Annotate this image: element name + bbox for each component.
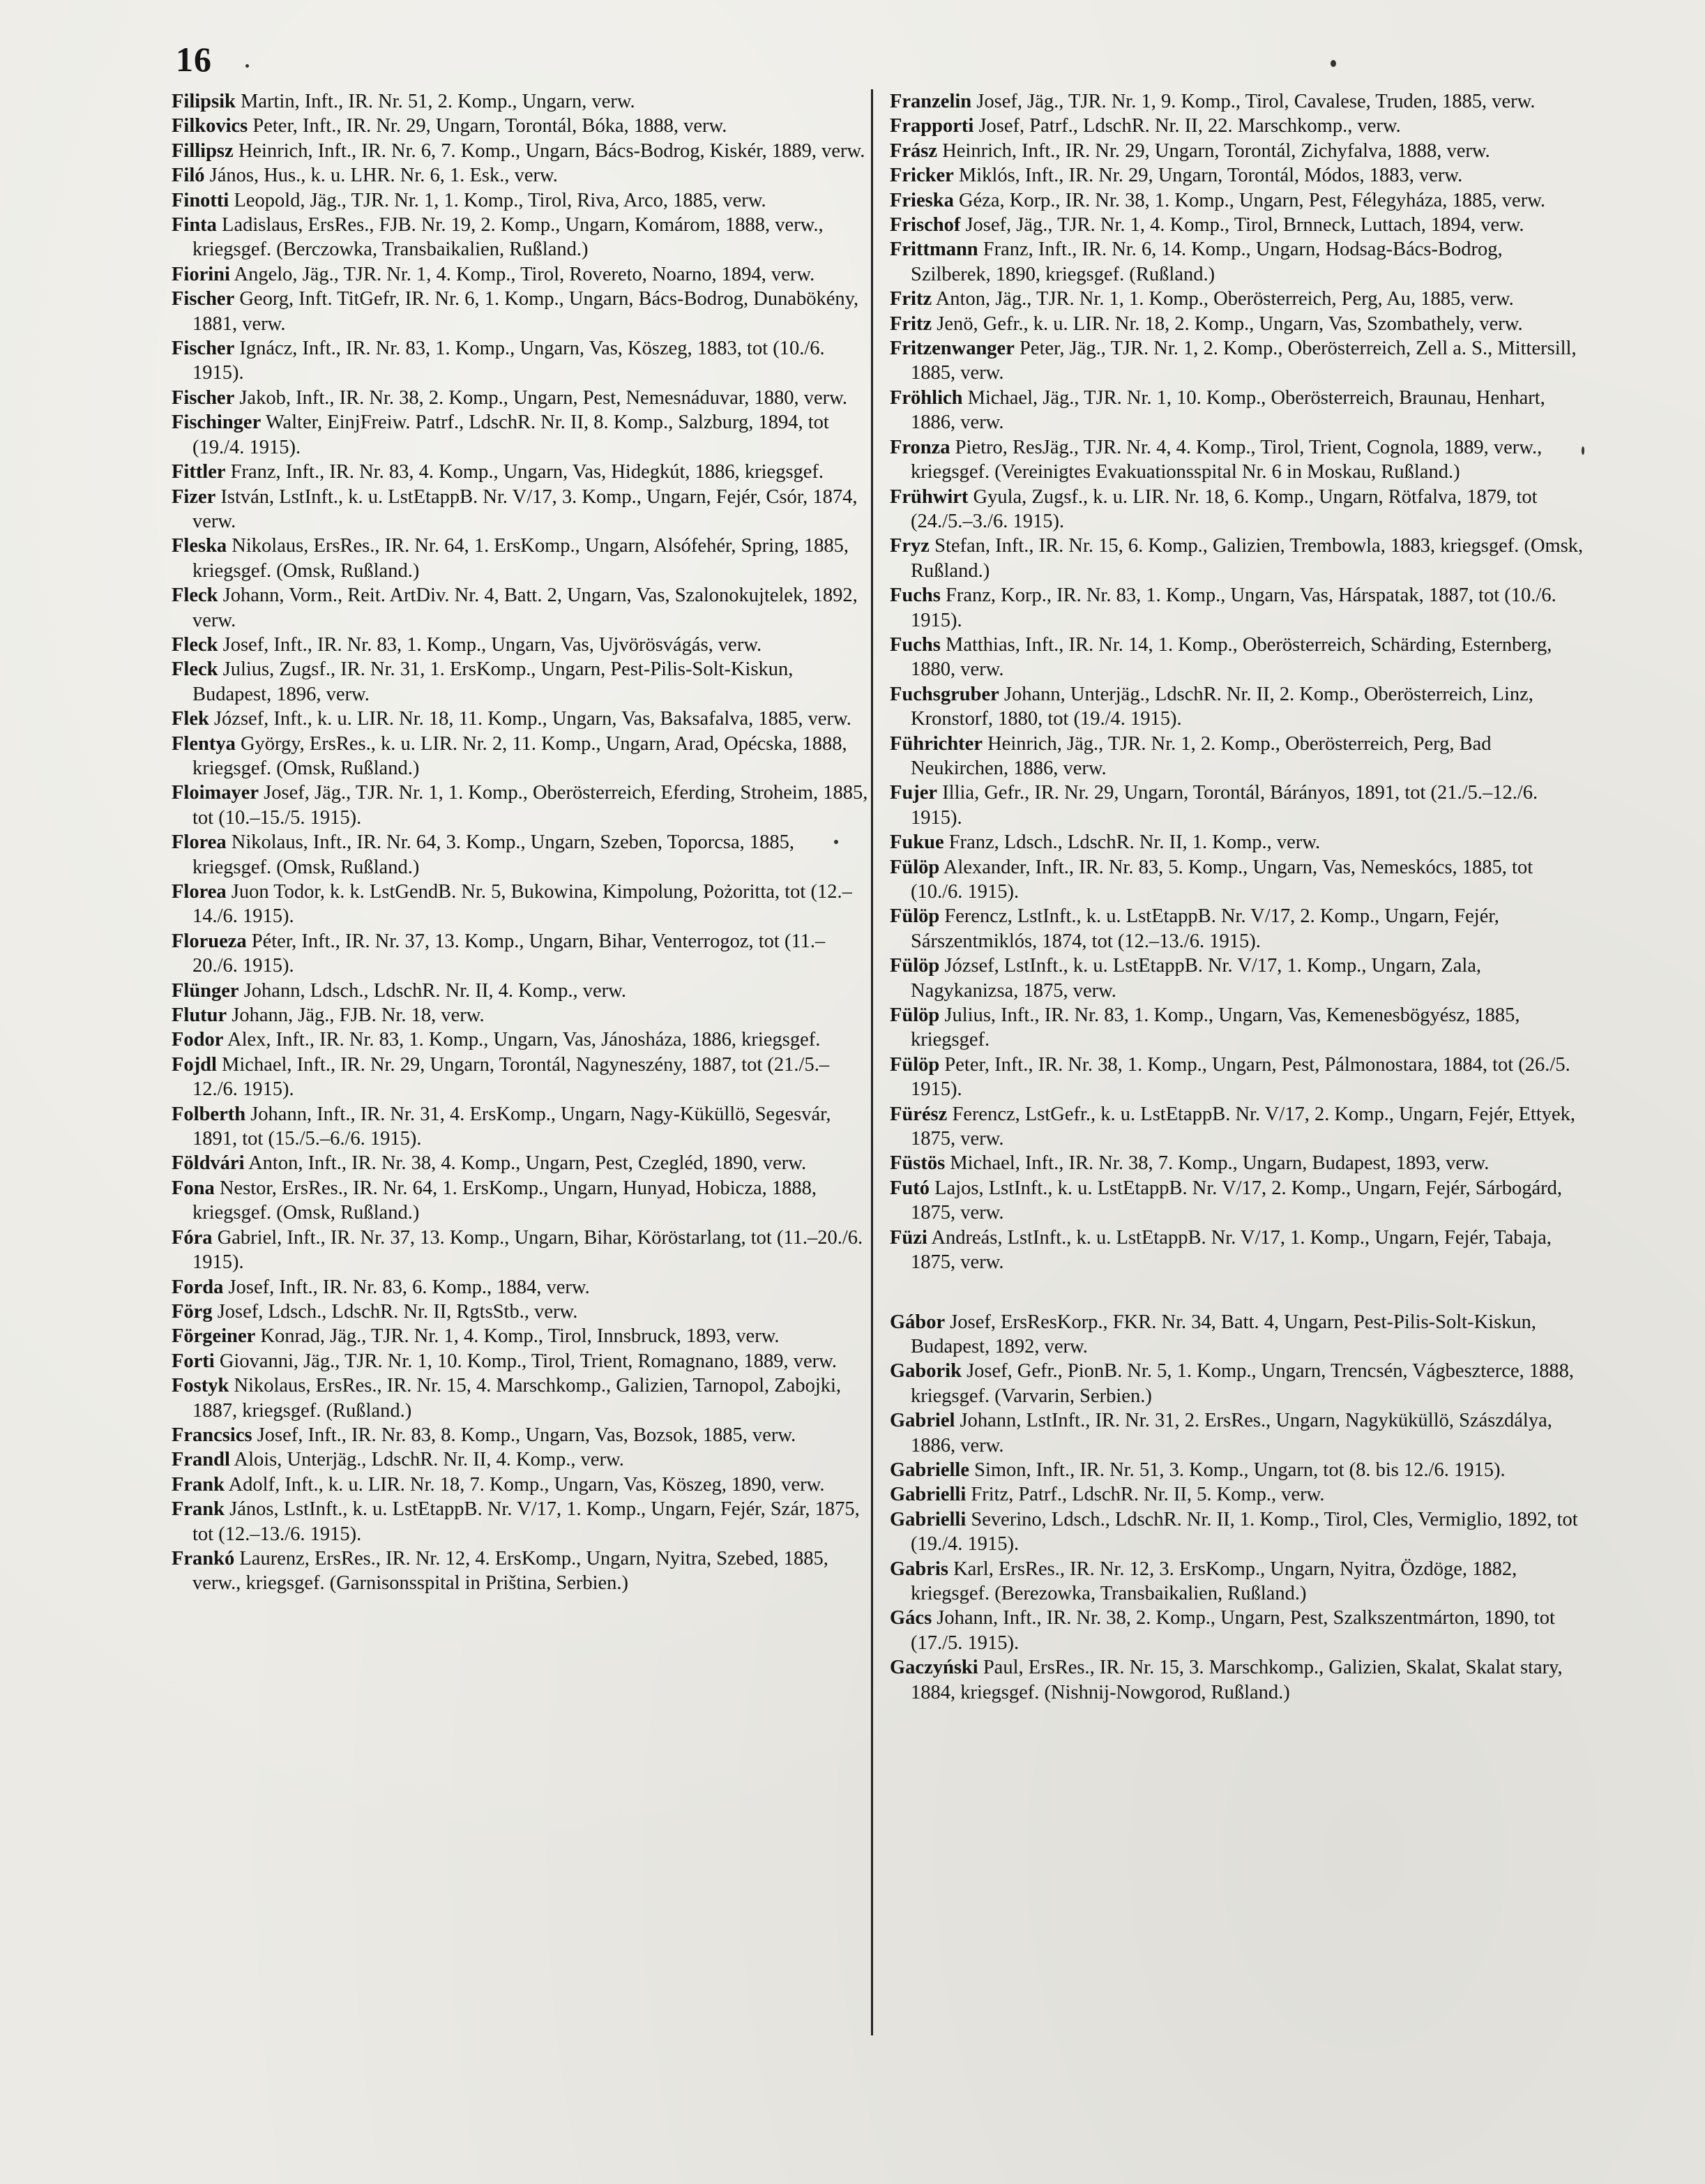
entry-details: Jenö, Gefr., k. u. LIR. Nr. 18, 2. Komp., Ungarn, Vas, Szombathely, verw. [937,312,1523,335]
entry-surname: Fona [172,1177,215,1199]
roll-entry [172,1275,869,1300]
entry-details: Josef, Gefr., PionB. Nr. 5, 1. Komp., Ungarn, Trencsén, Vágbeszterce, 1888, kriegsgef. (Varvarin, Serbien.) [911,1360,1575,1407]
entry-surname: Fülöp [890,955,940,977]
roll-entry [172,1447,869,1472]
entry-surname: Fostyk [172,1375,229,1397]
entry-surname: Frischof [890,214,961,236]
entry-details: Martin, Inft., IR. Nr. 51, 2. Komp., Ungarn, verw. [241,91,635,112]
entry-surname: Gabrielli [890,1484,967,1506]
roll-entry [172,410,869,460]
roll-entry [172,485,869,534]
entry-surname: Fodor [172,1029,224,1051]
roll-entry [172,114,869,138]
roll-entry [172,583,869,633]
entry-details: Pietro, ResJäg., TJR. Nr. 4, 4. Komp., Tirol, Trient, Cognola, 1889, verw., kriegsgef. (Vereinigtes Evakuationsspital Nr. 6 in Moskau, Rußland.) [911,436,1543,483]
entry-details: Péter, Inft., IR. Nr. 37, 13. Komp., Ungarn, Bihar, Venterrogoz, tot (11.–20./6. 1915). [192,930,826,977]
roll-entry [890,1606,1587,1655]
entry-details: Johann, LstInft., IR. Nr. 31, 2. ErsRes., Ungarn, Nagyküküllö, Szászdálya, 1886, verw. [911,1410,1552,1456]
entry-details: Heinrich, Jäg., TJR. Nr. 1, 2. Komp., Oberösterreich, Perg, Bad Neukirchen, 1886, verw. [911,732,1492,779]
roll-entry [890,830,1587,854]
roll-entry [890,1310,1587,1360]
entry-surname: Förgeiner [172,1325,256,1348]
roll-entry [172,188,869,213]
entry-surname: Flutur [172,1004,227,1027]
entry-surname: Földvári [172,1152,245,1175]
entry-surname: Fürész [890,1103,948,1125]
entry-details: Walter, EinjFreiw. Patrf., LdschR. Nr. II, 8. Komp., Salzburg, 1894, tot (19./4. 1915). [192,412,829,458]
roll-entry [890,1507,1587,1557]
roll-entry [172,163,869,188]
entry-details: Josef, Patrf., LdschR. Nr. II, 22. Marschkomp., verw. [978,115,1401,137]
entry-surname: Fischer [172,386,235,409]
roll-entry [172,1373,869,1423]
roll-entry [890,732,1587,781]
roll-entry [890,954,1587,1003]
entry-surname: Fryz [890,535,930,557]
roll-entry [172,262,869,287]
roll-entry [172,139,869,163]
roll-entry [890,534,1587,583]
roll-entry [172,732,869,781]
entry-surname: Führichter [890,732,983,755]
roll-entry [172,657,869,707]
entry-surname: Fricker [890,165,954,187]
entry-surname: Füstös [890,1152,946,1175]
entry-surname: Flek [172,708,209,730]
entry-surname: Forda [172,1276,224,1298]
roll-entry [890,1408,1587,1458]
entry-details: József, LstInft., k. u. LstEtappB. Nr. V/17, 1. Komp., Ungarn, Zala, Nagykanizsa, 1875, verw. [911,955,1482,1002]
roll-entry [890,1053,1587,1102]
entry-surname: Frandl [172,1449,230,1471]
entry-details: Johann, Inft., IR. Nr. 38, 2. Komp., Ungarn, Pest, Szalkszentmárton, 1890, tot (17./5. 1915). [911,1607,1555,1654]
entry-surname: Fritzenwanger [890,338,1015,360]
entry-details: János, LstInft., k. u. LstEtappB. Nr. V/17, 1. Komp., Ungarn, Fejér, Szár, 1875, tot (12.–13./6. 1915). [192,1498,860,1545]
entry-surname: Fleck [172,658,218,681]
ink-speck [245,64,249,68]
entry-surname: Förg [172,1300,213,1323]
roll-entry [172,1003,869,1027]
entry-details: Josef, Jäg., TJR. Nr. 1, 4. Komp., Tirol, Brnneck, Luttach, 1894, verw. [965,214,1524,236]
entry-surname: Florueza [172,930,247,952]
entry-details: Johann, Inft., IR. Nr. 31, 4. ErsKomp., Ungarn, Nagy-Küküllö, Segesvár, 1891, tot (15./5.–6./6. 1915). [192,1103,831,1150]
entry-details: Lajos, LstInft., k. u. LstEtappB. Nr. V/17, 2. Komp., Ungarn, Fejér, Sárbogárd, 1875, verw. [911,1177,1563,1224]
entry-details: Peter, Jäg., TJR. Nr. 1, 2. Komp., Oberösterreich, Zell a. S., Mittersill, 1885, verw. [911,338,1577,384]
entry-details: János, Hus., k. u. LHR. Nr. 6, 1. Esk., verw. [209,165,558,187]
entry-details: Laurenz, ErsRes., IR. Nr. 12, 4. ErsKomp., Ungarn, Nyitra, Szebed, 1885, verw., kriegsgef. (Garnisonsspital in Priština, Serbien.) [192,1547,828,1595]
entry-details: Fritz, Patrf., LdschR. Nr. II, 5. Komp., verw. [971,1484,1325,1506]
roll-entry [172,1349,869,1373]
entry-details: Alois, Unterjäg., LdschR. Nr. II, 4. Komp., verw. [234,1449,624,1471]
column-divider [871,89,873,2035]
entry-surname: Fritz [890,312,932,335]
entry-surname: Fischer [172,338,235,360]
entry-details: Ignácz, Inft., IR. Nr. 83, 1. Komp., Ungarn, Vas, Köszeg, 1883, tot (10./6. 1915). [192,338,825,384]
entry-surname: Fiorini [172,263,230,285]
roll-entry [172,336,869,386]
entry-surname: Fittler [172,461,226,483]
roll-entry [890,139,1587,163]
roll-entry [172,386,869,410]
roll-entry [890,188,1587,213]
entry-surname: Fuchsgruber [890,683,999,705]
entry-surname: Gaczyński [890,1657,978,1679]
roll-entry [890,1557,1587,1606]
entry-surname: Frász [890,140,938,162]
entry-details: György, ErsRes., k. u. LIR. Nr. 2, 11. Komp., Ungarn, Arad, Opécska, 1888, kriegsgef. (Omsk, Rußland.) [192,732,847,779]
ink-speck [1331,60,1336,67]
entry-surname: Fritz [890,288,932,310]
roll-entry [890,163,1587,188]
entry-details: Julius, Zugsf., IR. Nr. 31, 1. ErsKomp., Ungarn, Pest-Pilis-Solt-Kiskun, Budapest, 1896, verw. [192,658,794,705]
entry-details: István, LstInft., k. u. LstEtappB. Nr. V/17, 3. Komp., Ungarn, Fejér, Csór, 1874, verw. [192,485,858,532]
entry-surname: Fleska [172,535,227,557]
roll-entry [172,707,869,731]
entry-details: Johann, Unterjäg., LdschR. Nr. II, 2. Komp., Oberösterreich, Linz, Kronstorf, 1880, tot (19./4. 1915). [911,683,1533,730]
entry-details: Gabriel, Inft., IR. Nr. 37, 13. Komp., Ungarn, Bihar, Köröstarlang, tot (11.–20./6. 1915). [192,1226,863,1274]
entry-surname: Gaborik [890,1360,962,1383]
roll-entry [890,682,1587,732]
roll-entry [172,781,869,830]
entry-details: Johann, Vorm., Reit. ArtDiv. Nr. 4, Batt. 2, Ungarn, Vas, Szalonokujtelek, 1892, verw. [192,585,858,631]
entry-details: Josef, Jäg., TJR. Nr. 1, 9. Komp., Tirol, Cavalese, Truden, 1885, verw. [976,91,1536,112]
entry-surname: Fojdl [172,1053,217,1076]
roll-entry [890,89,1587,114]
roll-entry [890,1003,1587,1053]
entry-surname: Fizer [172,485,216,508]
entry-details: Franz, Inft., IR. Nr. 83, 4. Komp., Ungarn, Vas, Hidegkút, 1886, kriegsgef. [230,461,824,483]
entry-surname: Fleck [172,585,218,607]
roll-entry [172,1497,869,1546]
left-column [172,89,869,1596]
roll-entry [172,460,869,484]
entry-details: Franz, Korp., IR. Nr. 83, 1. Komp., Ungarn, Vas, Hárspatak, 1887, tot (10./6. 1915). [911,585,1556,631]
roll-entry [890,114,1587,138]
roll-entry [172,929,869,979]
entry-details: Andreás, LstInft., k. u. LstEtappB. Nr. V/17, 1. Komp., Ungarn, Fejér, Tabaja, 1875, verw. [911,1226,1552,1274]
roll-entry [172,979,869,1003]
entry-details: József, Inft., k. u. LIR. Nr. 18, 11. Komp., Ungarn, Vas, Baksafalva, 1885, verw. [213,708,851,730]
entry-details: Heinrich, Inft., IR. Nr. 29, Ungarn, Torontál, Zichyfalva, 1888, verw. [942,140,1490,162]
entry-details: Josef, Inft., IR. Nr. 83, 6. Komp., 1884, verw. [228,1276,590,1298]
entry-surname: Frank [172,1498,225,1521]
roll-entry [890,1176,1587,1226]
entry-surname: Frühwirt [890,485,969,508]
entry-surname: Fuchs [890,633,941,656]
entry-details: Peter, Inft., IR. Nr. 38, 1. Komp., Ungarn, Pest, Pálmonostara, 1884, tot (26./5. 1915). [911,1053,1570,1101]
entry-details: Illia, Gefr., IR. Nr. 29, Ungarn, Torontál, Bárányos, 1891, tot (21./5.–12./6. 1915). [911,782,1538,829]
entry-surname: Gabrielle [890,1459,969,1481]
roll-entry [890,287,1587,311]
entry-surname: Floimayer [172,782,259,804]
entry-surname: Frankó [172,1547,235,1569]
entry-surname: Finotti [172,189,229,211]
entry-details: Giovanni, Jäg., TJR. Nr. 1, 10. Komp., Tirol, Trient, Romagnano, 1889, verw. [219,1350,837,1372]
entry-details: Alexander, Inft., IR. Nr. 83, 5. Komp., Ungarn, Vas, Nemeskócs, 1885, tot (10./6. 1915). [911,856,1533,903]
ink-speck [834,840,838,844]
entry-surname: Frittmann [890,239,978,261]
roll-entry [890,336,1587,386]
entry-details: Josef, ErsResKorp., FKR. Nr. 34, Batt. 4, Ungarn, Pest-Pilis-Solt-Kiskun, Budapest, 1892, verw. [911,1311,1537,1357]
entry-surname: Fuchs [890,585,941,607]
entry-details: Anton, Jäg., TJR. Nr. 1, 1. Komp., Oberösterreich, Perg, Au, 1885, verw. [935,288,1514,310]
entry-details: Josef, Inft., IR. Nr. 83, 8. Komp., Ungarn, Vas, Bozsok, 1885, verw. [257,1424,796,1446]
entry-details: Johann, Jäg., FJB. Nr. 18, verw. [232,1004,485,1027]
roll-entry [890,1102,1587,1152]
roll-entry [890,855,1587,905]
roll-entry [890,1458,1587,1482]
entry-details: Ladislaus, ErsRes., FJB. Nr. 19, 2. Komp., Ungarn, Komárom, 1888, verw., kriegsgef. (Berczowka, Transbaikalien, Rußland.) [192,214,824,261]
entry-surname: Gabriel [890,1410,955,1432]
entry-surname: Futó [890,1177,930,1199]
entry-details: Gyula, Zugsf., k. u. LIR. Nr. 18, 6. Komp., Ungarn, Rötfalva, 1879, tot (24./5.–3./6. 1915). [911,485,1538,532]
entry-details: Stefan, Inft., IR. Nr. 15, 6. Komp., Galizien, Trembowla, 1883, kriegsgef. (Omsk, Rußland.) [911,535,1584,582]
entry-details: Nikolaus, ErsRes., IR. Nr. 64, 1. ErsKomp., Ungarn, Alsófehér, Spring, 1885, kriegsgef. (Omsk, Rußland.) [192,535,849,582]
entry-surname: Fujer [890,782,938,804]
entry-surname: Fukue [890,831,944,854]
entry-details: Johann, Ldsch., LdschR. Nr. II, 4. Komp., verw. [243,979,626,1002]
entry-details: Leopold, Jäg., TJR. Nr. 1, 1. Komp., Tirol, Riva, Arco, 1885, verw. [234,189,766,211]
entry-details: Matthias, Inft., IR. Nr. 14, 1. Komp., Oberösterreich, Schärding, Esternberg, 1880, verw. [911,633,1552,681]
ink-speck [1582,446,1584,455]
roll-entry [890,1655,1587,1705]
right-column [890,89,1587,1705]
entry-details: Georg, Inft. TitGefr, IR. Nr. 6, 1. Komp., Ungarn, Bács-Bodrog, Dunabökény, 1881, verw. [192,288,859,335]
entry-details: Peter, Inft., IR. Nr. 29, Ungarn, Torontál, Bóka, 1888, verw. [252,115,727,137]
entry-details: Adolf, Inft., k. u. LIR. Nr. 18, 7. Komp., Ungarn, Vas, Köszeg, 1890, verw. [228,1473,825,1496]
entry-surname: Flünger [172,979,239,1002]
entry-surname: Füzi [890,1226,927,1249]
roll-entry [172,534,869,583]
entry-surname: Filipsik [172,91,236,112]
entry-details: Konrad, Jäg., TJR. Nr. 1, 4. Komp., Tirol, Innsbruck, 1893, verw. [260,1325,780,1348]
entry-surname: Fischinger [172,412,262,434]
entry-surname: Franzelin [890,91,972,112]
entry-details: Josef, Inft., IR. Nr. 83, 1. Komp., Ungarn, Vas, Ujvörösvágás, verw. [222,633,762,656]
roll-entry [172,830,869,880]
entry-details: Severino, Ldsch., LdschR. Nr. II, 1. Komp., Tirol, Cles, Vermiglio, 1892, tot (19./4. 1915). [911,1508,1578,1556]
entry-surname: Filkovics [172,115,248,137]
entry-details: Simon, Inft., IR. Nr. 51, 3. Komp., Ungarn, tot (8. bis 12./6. 1915). [974,1459,1506,1481]
entry-details: Franz, Ldsch., LdschR. Nr. II, 1. Komp., verw. [948,831,1321,854]
roll-entry [172,1027,869,1052]
entry-details: Heinrich, Inft., IR. Nr. 6, 7. Komp., Ungarn, Bács-Bodrog, Kiskér, 1889, verw. [238,140,865,162]
entry-details: Jakob, Inft., IR. Nr. 38, 2. Komp., Ungarn, Pest, Nemesnáduvar, 1880, verw. [239,386,848,409]
entry-details: Angelo, Jäg., TJR. Nr. 1, 4. Komp., Tirol, Rovereto, Noarno, 1894, verw. [234,263,815,285]
entry-surname: Fülöp [890,1004,940,1027]
entry-surname: Flentya [172,732,236,755]
roll-entry [172,213,869,262]
roll-entry [890,1226,1587,1275]
roll-entry [890,213,1587,237]
entry-surname: Folberth [172,1103,246,1125]
entry-details: Josef, Ldsch., LdschR. Nr. II, RgtsStb., verw. [217,1300,578,1323]
entry-details: Franz, Inft., IR. Nr. 6, 14. Komp., Ungarn, Hodsag-Bács-Bodrog, Szilberek, 1890, kriegsgef. (Rußland.) [911,239,1503,285]
entry-surname: Fülöp [890,1053,940,1076]
entry-details: Josef, Jäg., TJR. Nr. 1, 1. Komp., Oberösterreich, Eferding, Stroheim, 1885, tot (10.–15./5. 1915). [192,782,868,829]
roll-entry [890,781,1587,830]
entry-details: Nikolaus, ErsRes., IR. Nr. 15, 4. Marschkomp., Galizien, Tarnopol, Zabojki, 1887, kriegsgef. (Rußland.) [192,1375,842,1422]
roll-entry [890,237,1587,287]
entry-surname: Forti [172,1350,215,1372]
entry-surname: Florea [172,881,227,903]
entry-details: Paul, ErsRes., IR. Nr. 15, 3. Marschkomp., Galizien, Skalat, Skalat stary, 1884, kriegsgef. (Nishnij-Nowgorod, Rußland.) [911,1657,1563,1703]
entry-details: Juon Todor, k. k. LstGendB. Nr. 5, Bukowina, Kimpolung, Pożoritta, tot (12.–14./6. 1915). [192,881,852,928]
entry-surname: Fröhlich [890,386,963,409]
roll-entry [172,1226,869,1275]
entry-surname: Fülöp [890,905,940,928]
entry-details: Miklós, Inft., IR. Nr. 29, Ungarn, Torontál, Módos, 1883, verw. [958,165,1463,187]
section-gap [890,1275,1587,1310]
entry-surname: Gábor [890,1311,946,1333]
roll-entry [890,1151,1587,1175]
entry-surname: Francsics [172,1424,252,1446]
entry-details: Karl, ErsRes., IR. Nr. 12, 3. ErsKomp., Ungarn, Nyitra, Özdöge, 1882, kriegsgef. (Berezowka, Transbaikalien, Rußland.) [911,1558,1517,1604]
entry-surname: Fronza [890,436,950,458]
entry-details: Michael, Inft., IR. Nr. 29, Ungarn, Torontál, Nagyneszény, 1887, tot (21./5.–12./6. 1915). [192,1053,830,1101]
roll-entry [172,1151,869,1175]
entry-surname: Finta [172,214,217,236]
roll-entry [172,1473,869,1497]
roll-entry [890,386,1587,435]
entry-surname: Frank [172,1473,225,1496]
roll-entry [890,435,1587,485]
entry-surname: Gács [890,1607,932,1629]
roll-entry [172,1300,869,1324]
entry-surname: Fischer [172,288,235,310]
entry-details: Géza, Korp., IR. Nr. 38, 1. Komp., Ungarn, Pest, Félegyháza, 1885, verw. [958,189,1546,211]
entry-surname: Frapporti [890,115,974,137]
roll-entry [890,312,1587,336]
entry-details: Michael, Jäg., TJR. Nr. 1, 10. Komp., Oberösterreich, Braunau, Henhart, 1886, verw. [911,386,1545,434]
roll-entry [890,633,1587,682]
entry-details: Anton, Inft., IR. Nr. 38, 4. Komp., Ungarn, Pest, Czegléd, 1890, verw. [248,1152,807,1175]
roll-entry [172,1053,869,1102]
entry-details: Ferencz, LstInft., k. u. LstEtappB. Nr. V/17, 2. Komp., Ungarn, Fejér, Sárszentmiklós, 1874, tot (12.–13./6. 1915). [911,905,1499,952]
entry-surname: Frieska [890,189,954,211]
roll-entry [172,89,869,114]
entry-surname: Gabrielli [890,1508,967,1530]
entry-details: Nestor, ErsRes., IR. Nr. 64, 1. ErsKomp., Ungarn, Hunyad, Hobicza, 1888, kriegsgef. (Omsk, Rußland.) [192,1177,817,1224]
entry-surname: Gabris [890,1558,948,1580]
entry-surname: Fóra [172,1226,213,1249]
roll-entry [890,1359,1587,1408]
roll-entry [890,583,1587,633]
entry-surname: Filó [172,165,205,187]
roll-entry [172,1324,869,1348]
entry-details: Michael, Inft., IR. Nr. 38, 7. Komp., Ungarn, Budapest, 1893, verw. [950,1152,1490,1175]
roll-entry [172,1102,869,1152]
entry-surname: Florea [172,831,227,854]
page-number: 16 [176,40,212,79]
roll-entry [172,287,869,336]
entry-details: Ferencz, LstGefr., k. u. LstEtappB. Nr. V/17, 2. Komp., Ungarn, Fejér, Ettyek, 1875, verw. [911,1103,1575,1150]
entry-details: Alex, Inft., IR. Nr. 83, 1. Komp., Ungarn, Vas, Jánosháza, 1886, kriegsgef. [227,1029,821,1051]
roll-entry [890,904,1587,954]
roll-entry [172,1176,869,1226]
entry-surname: Fleck [172,633,218,656]
roll-entry [172,880,869,929]
entry-details: Nikolaus, Inft., IR. Nr. 64, 3. Komp., Ungarn, Szeben, Toporcsa, 1885, kriegsgef. (Omsk, Rußland.) [192,831,794,878]
roll-entry [172,633,869,657]
roll-entry [172,1546,869,1596]
entry-details: Julius, Inft., IR. Nr. 83, 1. Komp., Ungarn, Vas, Kemenesbögyész, 1885, kriegsgef. [911,1004,1520,1051]
entry-surname: Fillipsz [172,140,234,162]
roll-entry [172,1423,869,1447]
roll-entry [890,485,1587,534]
roll-entry [890,1482,1587,1507]
entry-surname: Fülöp [890,856,940,878]
